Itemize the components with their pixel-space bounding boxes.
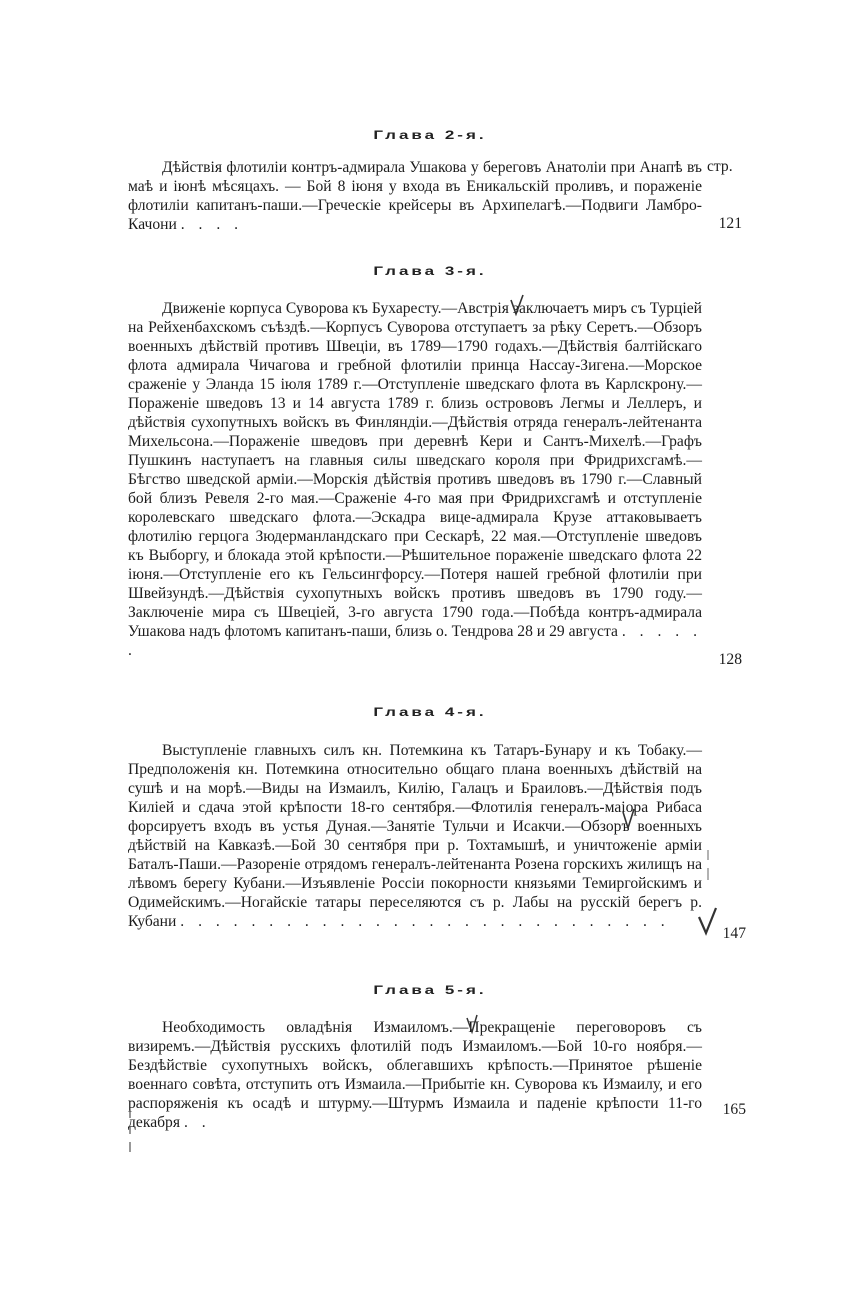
chapter-4-leader: . . . . . . . . . . . . . . . . . . . . . . . . . . . . bbox=[180, 913, 670, 930]
chapter-3-leader: . . . . . . bbox=[128, 623, 702, 659]
chapter-3-page-number: 128 bbox=[718, 651, 742, 668]
chapter-5-heading: Глава 5-я. bbox=[373, 983, 487, 997]
margin-tick-icon bbox=[620, 806, 636, 832]
chapter-4-page-number: 147 bbox=[722, 925, 746, 942]
page-column-label: стр. bbox=[707, 158, 733, 175]
margin-dash-icon bbox=[126, 1108, 134, 1156]
chapter-3-summary bbox=[128, 299, 702, 660]
chapter-4-summary bbox=[128, 741, 702, 931]
chapter-4-heading: Глава 4-я. bbox=[373, 705, 487, 719]
margin-dash-icon bbox=[704, 848, 712, 888]
chapter-2-heading: Глава 2-я. bbox=[373, 128, 487, 142]
margin-tick-icon bbox=[508, 292, 526, 318]
chapter-2-leader: . . . . bbox=[180, 216, 244, 233]
chapter-2-text: Дѣйствія флотиліи контръ-адмирала Ушакова у береговъ Анатоліи при Анапѣ въ маѣ и іюнѣ мѣсяцахъ. — Бой 8 іюня у входа въ Еникальскій проливъ, и пораженіе флотиліи капитанъ-паши.—Греческіе крейсеры въ Архипелагѣ.—Подвиги Ламбро-Качони bbox=[128, 159, 702, 233]
chapter-5-summary bbox=[128, 1018, 702, 1132]
chapter-2-page-number: 121 bbox=[718, 215, 742, 232]
chapter-4-text: Выступленіе главныхъ силъ кн. Потемкина къ Татаръ-Бунару и къ Тобаку.—Предположенія кн. Потемкина относительно общаго плана военныхъ дѣйствій на сушѣ и на морѣ.—Виды на Измаилъ, Килію, Галацъ и Браиловъ.—Дѣйствія подъ Киліей и сдача этой крѣпости 18-го сентября.—Флотилія генералъ-маіора Рибаса форсируетъ входъ въ устья Дуная.—Занятіе Тульчи и Исакчи.—Обзоръ военныхъ дѣйствій на Кавказѣ.—Бой 30 сентября при р. Тохтамышѣ, и уничтоженіе арміи Баталъ-Паши.—Разореніе отрядомъ генералъ-лейтенанта Розена горскихъ жилищъ на лѣвомъ берегу Кубани.—Изъявленіе Россіи покорности князьями Темиргойскимъ и Одимейскимъ.—Ногайскіе татары переселяются съ р. Лабы на русскій берегъ р. Кубани bbox=[128, 742, 702, 930]
chapter-3-text: Движеніе корпуса Суворова къ Бухаресту.—Австрія заключаетъ миръ съ Турціей на Рейхенбахскомъ съѣздѣ.—Корпусъ Суворова отступаетъ за рѣку Серетъ.—Обзоръ военныхъ дѣйствій противъ Швеціи, въ 1789—1790 годахъ.—Дѣйствія балтійскаго флота адмирала Чичагова и гребной флотиліи принца Нассау-Зигена.—Морское сраженіе у Эланда 15 іюля 1789 г.—Отступленіе шведскаго флота въ Карлскрону.—Пораженіе шведовъ 13 и 14 августа 1789 г. близь острововъ Легмы и Леллеръ, и дѣйствія сухопутныхъ войскъ въ Финляндіи.—Дѣйствія отряда генералъ-лейтенанта Михельсона.—Пораженіе шведовъ при деревнѣ Кери и Сантъ-Михелѣ.—Графъ Пушкинъ наступаетъ на главныя силы шведскаго короля при Фридрихсгамѣ.—Бѣгство шведской арміи.—Морскія дѣйствія противъ шведовъ въ 1790 г.—Славный бой близъ Ревеля 2-го мая.—Сраженіе 4-го мая при Фридрихсгамѣ и отступленіе королевскаго шведскаго флота.—Эскадра вице-адмирала Крузе аттаковываетъ флотилію герцога Зюдерманландскаго при Сескарѣ, 22 мая.—Отступленіе шведовъ къ Выборгу, и блокада этой крѣпости.—Рѣшительное пораженіе шведскаго флота 22 іюня.—Отступленіе его къ Гельсингфорсу.—Потеря нашей гребной флотиліи при Швейзундѣ.—Дѣйствія сухопутныхъ войскъ противъ шведовъ въ 1790 году.—Заключеніе мира съ Швеціей, 3-го августа 1790 года.—Побѣда контръ-адмирала Ушакова надъ флотомъ капитанъ-паши, близь о. Тендрова 28 и 29 августа bbox=[128, 300, 702, 640]
chapter-3-heading: Глава 3-я. bbox=[373, 264, 487, 278]
chapter-5-page-number: 165 bbox=[722, 1101, 746, 1118]
chapter-5-text: Необходимость овладѣнія Измаиломъ.—Прекращеніе переговоровъ съ визиремъ.—Дѣйствія русскихъ флотилій подъ Измаиломъ.—Бой 10-го ноября.—Бездѣйствіе сухопутныхъ войскъ, облегавшихъ крѣпость.—Принятое рѣшеніе военнаго совѣта, отступить отъ Измаила.—Прибытіе кн. Суворова къ Измаилу, и его распоряженія къ осадѣ и штурму.—Штурмъ Измаила и паденіе крѣпости 11-го декабря bbox=[128, 1019, 702, 1131]
margin-tick-icon bbox=[464, 1012, 480, 1036]
chapter-5-leader: . . bbox=[183, 1114, 211, 1131]
chapter-2-summary bbox=[128, 158, 702, 234]
check-mark-icon bbox=[696, 905, 720, 939]
